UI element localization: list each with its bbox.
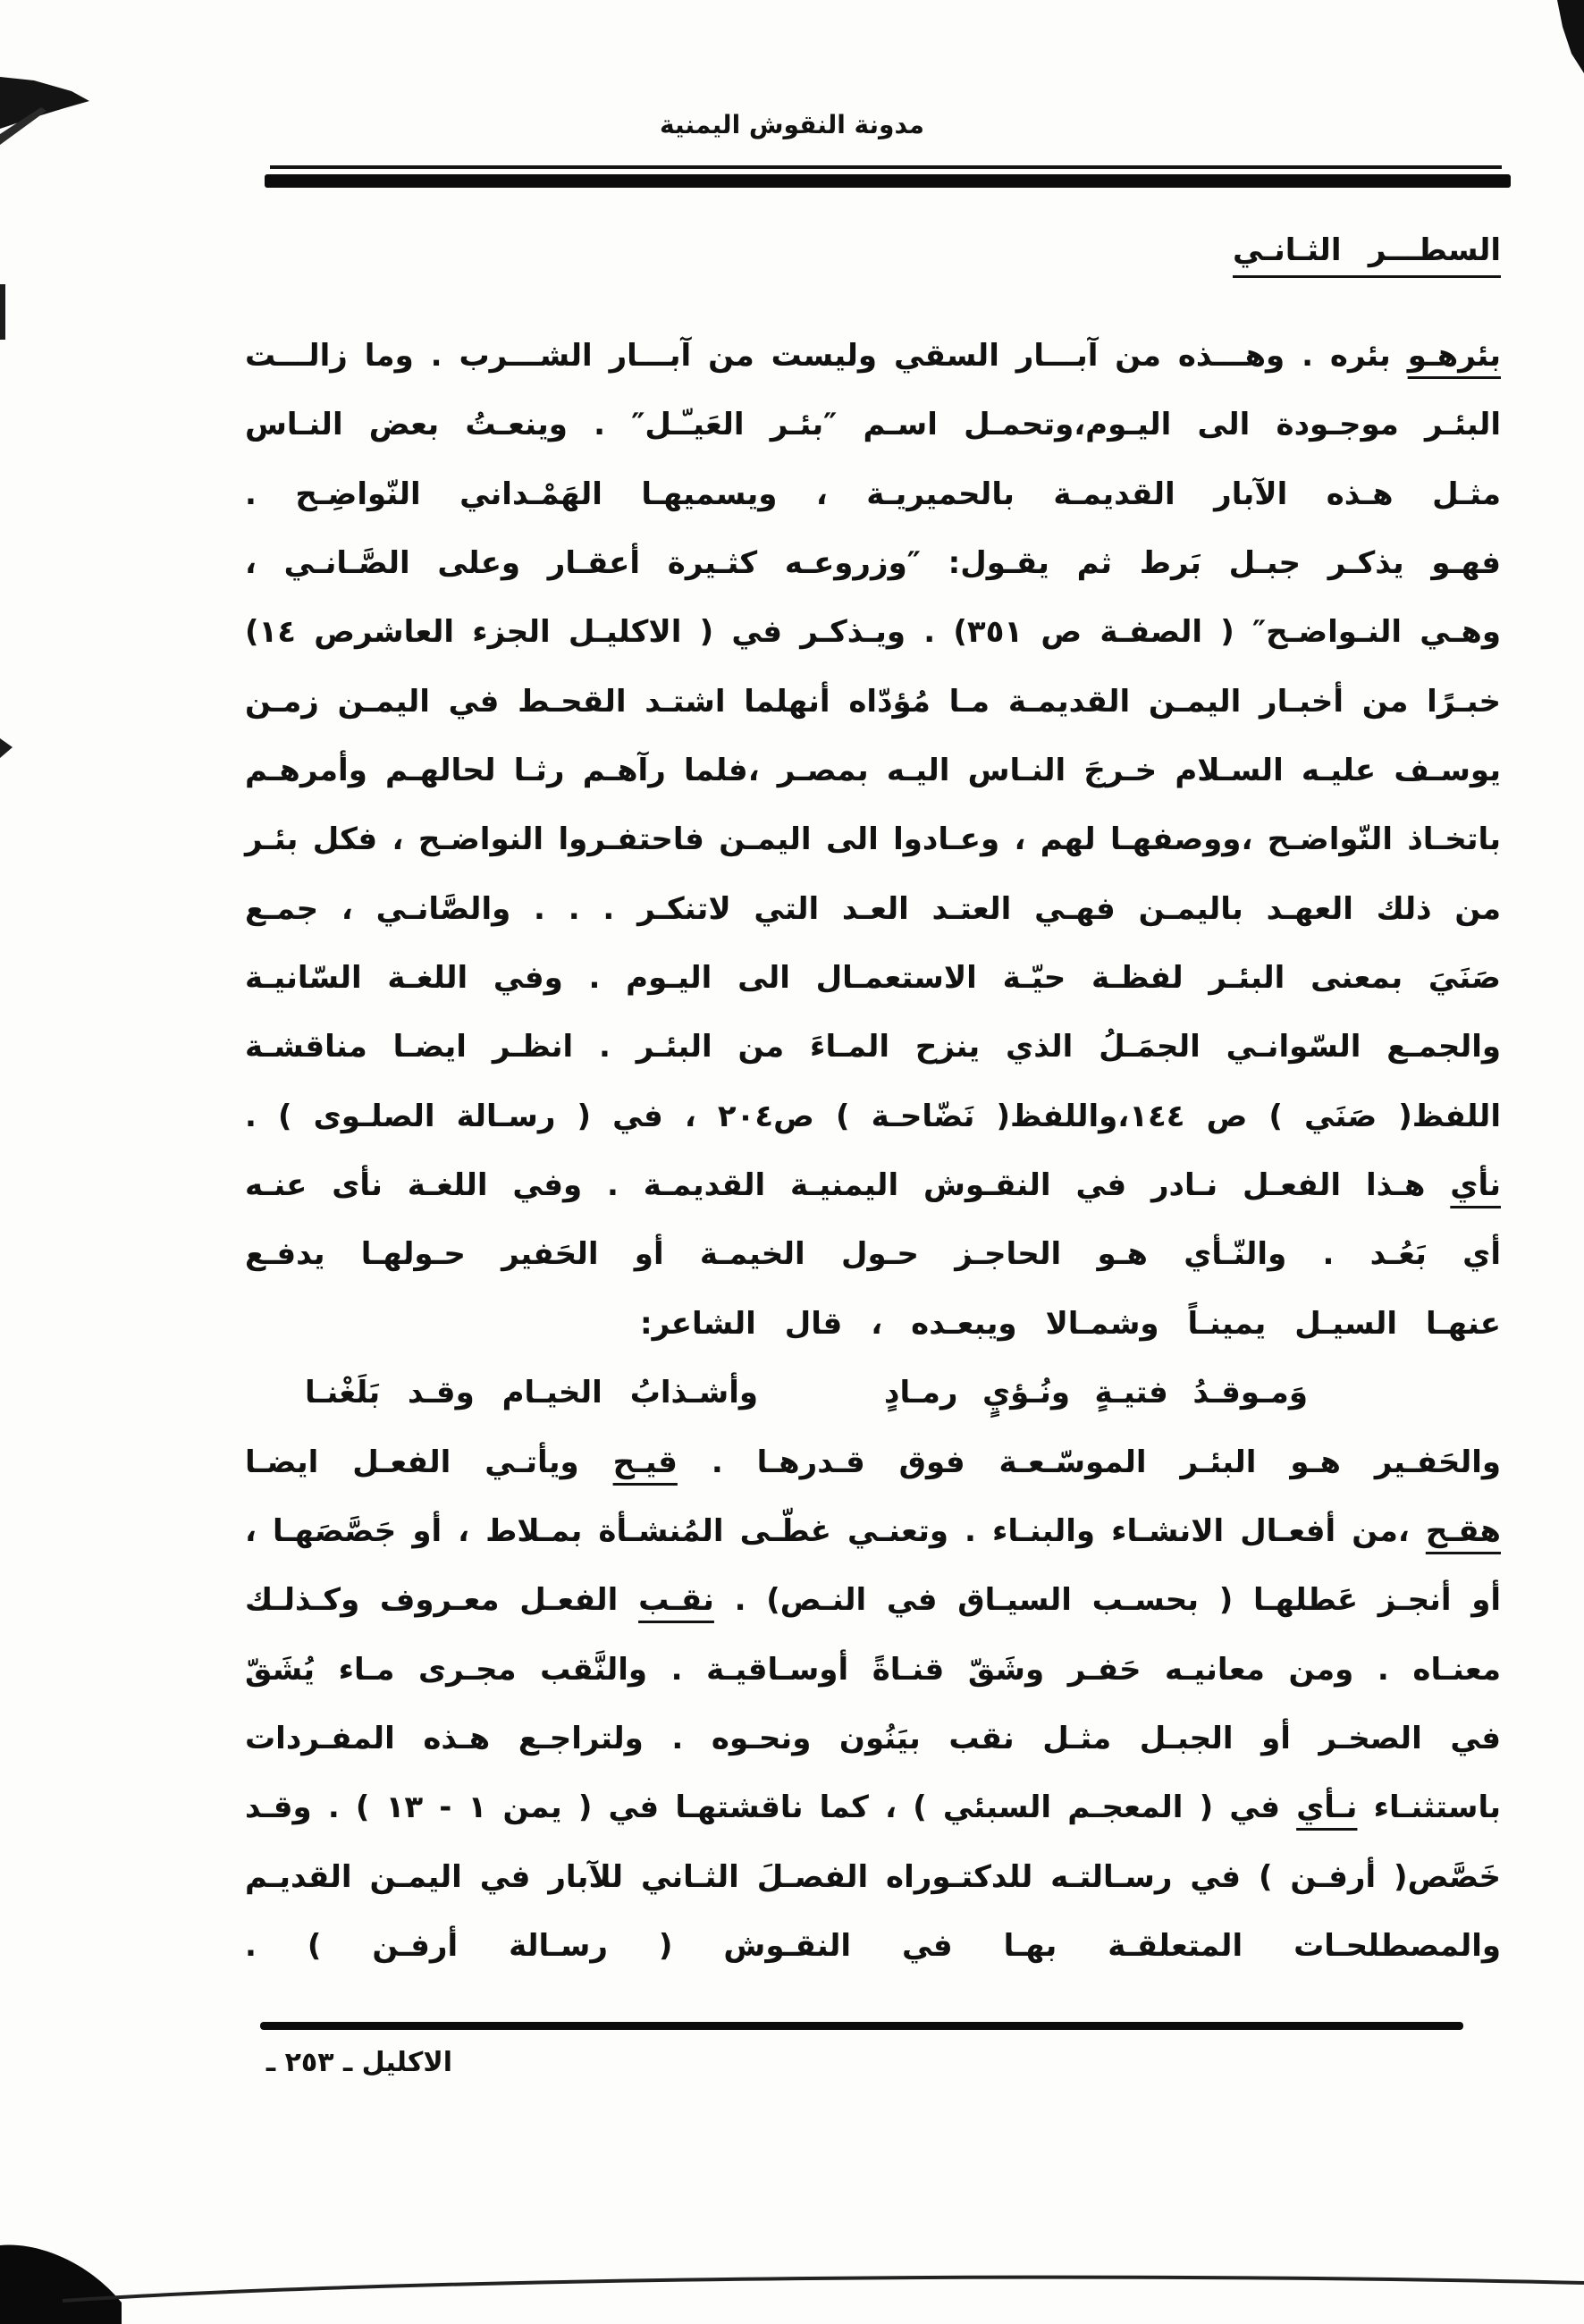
line-text: أو أنجـز عَطلهـا ( بحسـب السيـاق في النـص) . xyxy=(713,1582,1502,1619)
text-line xyxy=(245,875,1501,944)
underlined-term: هقـح xyxy=(1425,1512,1501,1549)
text-line xyxy=(245,1290,1501,1359)
line-text: والحَفـير هـو البئـر الموسّـعـة فوق قـدرهـا . xyxy=(677,1444,1501,1480)
underlined-term: بئرهـو xyxy=(1407,338,1501,374)
line-text: معنـاه . ومن معانيـه حَفـر وشَقّ قنـاةً أوسـاقيـة . والنَّقب مجـرى مـاء يُشَقّ xyxy=(245,1651,1501,1688)
line-text: صَنَيَ بمعنى البئـر لفظـة حيّـة الاستعمـال الى اليـوم . وفي اللغـة السّانيـة xyxy=(245,960,1501,997)
line-text: يوسـف عليـه السـلام خـرجَ النـاس اليـه بمصـر ،فلما رآهـم رثـا لحالهـم وأمرهـم xyxy=(245,753,1501,789)
line-text: والجمـع السّوانـي الجمَـلُ الذي ينزح المـاءَ من البئـر . انظـر ايضـا مناقشـة xyxy=(245,1029,1501,1065)
underlined-term: نـأي xyxy=(1296,1789,1358,1826)
line-text: هـذا الفعـل نـادر في النقـوش اليمنيـة القديمـة . وفي اللغـة نأى عنـه xyxy=(245,1167,1451,1204)
scan-mark-left-edge-lower xyxy=(0,738,13,758)
verse-first-hemistich: وَمـوقـدُ فتيـةٍ ونُـؤيٍ رمـادٍ xyxy=(884,1375,1308,1411)
text-line xyxy=(245,1705,1501,1773)
header-rule-thick xyxy=(265,174,1511,188)
line-text: ،من أفعـال الانشـاء والبنـاء . وتعنـي غطّـى المُنشـأة بمـلاط ، أو جَصَّصَهـا ، xyxy=(245,1512,1426,1549)
line-text: عنهـا السيـل يمينـاً وشمـالا ويبعـده ، قال الشاعر: xyxy=(640,1305,1501,1342)
scan-smudge-top-right xyxy=(1557,0,1584,73)
underlined-term: نقـب xyxy=(638,1582,714,1619)
text-line xyxy=(245,1497,1501,1566)
running-header: مدونة النقوش اليمنية xyxy=(660,110,924,139)
line-text: فهـو يذكـر جبـل بَرط ثم يقـول: ″وزروعـه كثـيرة أعقـار وعلى الصَّـانـي ، xyxy=(245,545,1501,582)
line-text: مثـل هـذه الآبار القديمـة بالحميريـة ، ويسميهـا الهَمْـداني النّواضِـح . xyxy=(245,476,1501,512)
text-line xyxy=(245,1151,1501,1220)
footer-rule xyxy=(260,2022,1463,2030)
text-line xyxy=(245,1773,1501,1842)
text-line xyxy=(245,1013,1501,1082)
line-text: في الصخـر أو الجبـل مثـل نقب بيَنُون ونحـوه . ولتراجـع هـذه المفـردات xyxy=(245,1720,1501,1756)
text-line xyxy=(245,1636,1501,1705)
text-line xyxy=(245,1220,1501,1289)
line-text: والمصطلحـات المتعلقـة بهـا في النقـوش ( رسـالة أرفـن ) . xyxy=(245,1927,1501,1964)
header-rule-thin xyxy=(270,165,1502,169)
text-line xyxy=(245,1566,1501,1635)
section-title: السطـــر الثـانـي xyxy=(1233,229,1501,278)
text-line xyxy=(245,391,1501,459)
line-text: وهـي النـواضـح″ ( الصفـة ص ٣٥١) . ويـذكـر في ( الاكليـل الجزء العاشرص ١٤) xyxy=(245,614,1501,651)
text-line xyxy=(245,1082,1501,1151)
scan-edge-curve-bottom xyxy=(63,2278,1584,2301)
text-line xyxy=(245,1428,1501,1497)
text-line xyxy=(245,598,1501,667)
text-line xyxy=(245,737,1501,805)
text-line xyxy=(245,1843,1501,1912)
text-line xyxy=(245,1912,1501,1981)
text-line xyxy=(245,529,1501,598)
line-text: ويأتـي الفعـل ايضـا xyxy=(245,1444,613,1480)
text-line xyxy=(245,944,1501,1013)
line-text: الفعـل معـروف وكـذلـك xyxy=(245,1582,639,1619)
verse-second-hemistich: وأشـذابُ الخيـام وقـد بَلَغْنـا xyxy=(305,1375,758,1411)
line-text: باستثنـاء xyxy=(1357,1789,1501,1826)
text-line xyxy=(245,322,1501,391)
text-line xyxy=(245,805,1501,874)
underlined-term: قيـح xyxy=(612,1444,678,1480)
scan-mark-left-edge xyxy=(0,284,5,340)
page-number-label: الاكليل ـ ٢٥٣ ـ xyxy=(265,2047,452,2078)
line-text: من ذلك العهـد باليمـن فهـي العتـد العـد التي لاتنكـر . . . والصَّانـي ، جمـع xyxy=(245,890,1501,927)
text-line xyxy=(245,668,1501,737)
line-text: خبـرًا من أخبـار اليمـن القديمـة مـا مُؤدّاه أنهلما اشتـد القحـط في اليمـن زمـن xyxy=(245,683,1501,720)
underlined-term: نأي xyxy=(1450,1167,1501,1204)
line-text: بئره . وهـــذه من آبـــار السقي وليست من آبـــار الشـــرب . وما زالـــت xyxy=(245,338,1408,374)
line-text: اللفظ( صَنَي ) ص ١٤٤،واللفظ( نَضّاحـة ) ص٢٠٤ ، في ( رسـالة الصلـوى ) . xyxy=(245,1098,1501,1134)
body-text xyxy=(245,322,1501,1981)
scan-smudge-bottom-left xyxy=(0,2245,122,2324)
text-line xyxy=(245,460,1501,529)
line-text: خَصَّص( أرفـن ) في رسـالتـه للدكتـوراه الفصـلَ الثـاني للآبار في اليمـن القديـم xyxy=(245,1858,1501,1895)
line-text: أي بَعُـد . والنّـأي هـو الحاجـز حـول الخيمـة أو الحَفير حـولهـا يدفـع xyxy=(245,1236,1501,1273)
poetry-verse xyxy=(245,1359,1501,1427)
line-text: باتخـاذ النّواضـح ،ووصفهـا لهم ، وعـادوا الى اليمـن فاحتفـروا النواضـح ، فكل بئـر xyxy=(245,821,1501,858)
line-text: البئـر موجـودة الى اليـوم،وتحمـل اسـم ″بئـر العَيـّـل″ . وينعـتُ بعض النـاس xyxy=(245,407,1501,443)
line-text: في ( المعجـم السبئي ) ، كما ناقشتهـا في ( يمن ١ - ١٣ ) . وقـد xyxy=(245,1789,1297,1826)
